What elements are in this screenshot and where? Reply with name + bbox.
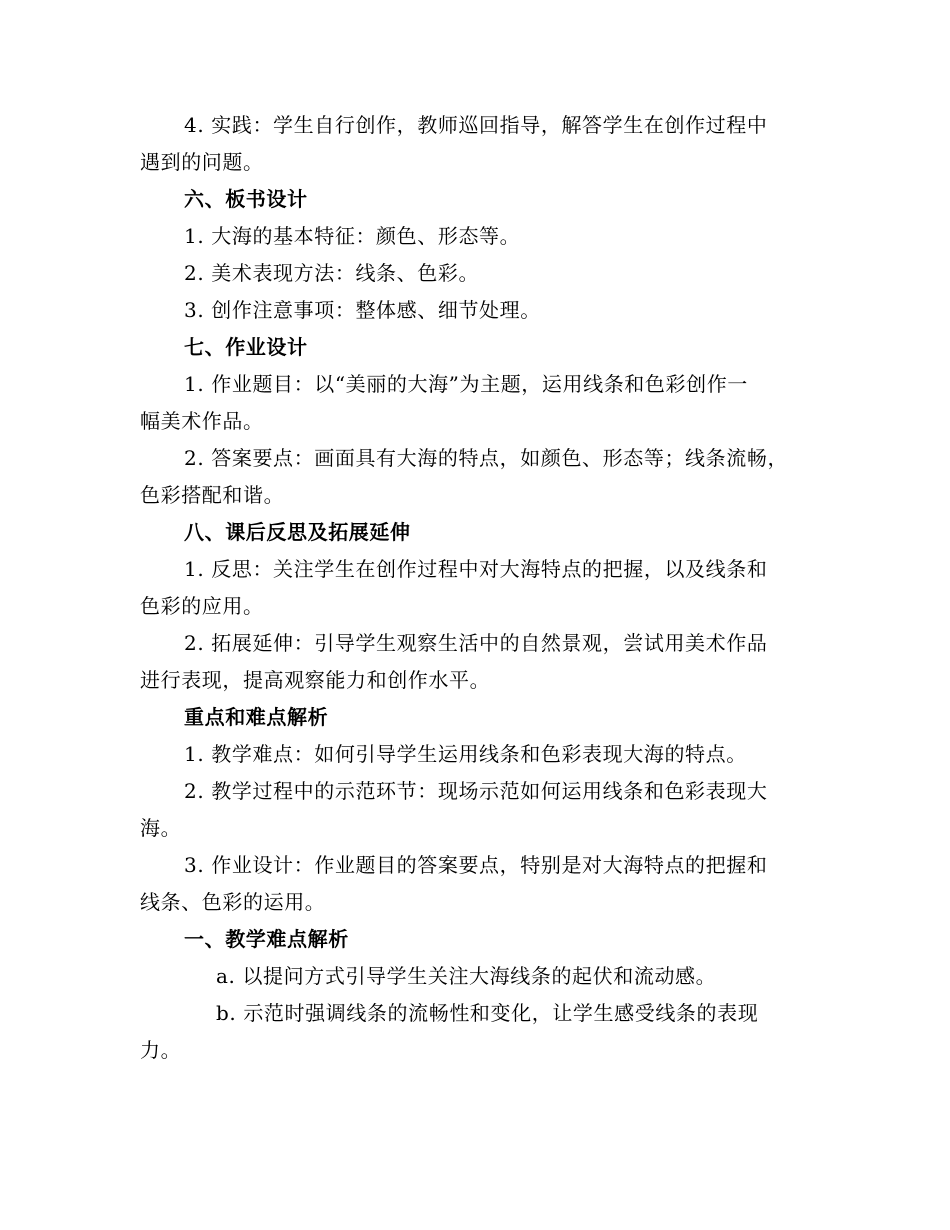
paragraph-line: 力。: [140, 1038, 182, 1062]
paragraph-line: a. 以提问方式引导学生关注大海线条的起伏和流动感。: [216, 964, 717, 988]
paragraph-line: 3. 作业设计：作业题目的答案要点，特别是对大海特点的把握和: [184, 853, 768, 877]
paragraph-line: 色彩的应用。: [140, 594, 264, 618]
paragraph-line: 1. 大海的基本特征：颜色、形态等。: [184, 224, 521, 248]
paragraph-line: 1. 教学难点：如何引导学生运用线条和色彩表现大海的特点。: [184, 742, 747, 766]
section-heading: 八、课后反思及拓展延伸: [184, 520, 411, 544]
section-heading: 重点和难点解析: [184, 705, 329, 729]
section-heading: 七、作业设计: [184, 335, 308, 359]
paragraph-line: 2. 拓展延伸：引导学生观察生活中的自然景观，尝试用美术作品: [184, 631, 768, 655]
paragraph-line: 色彩搭配和谐。: [140, 483, 285, 507]
section-heading: 六、板书设计: [184, 187, 308, 211]
paragraph-line: 2. 答案要点：画面具有大海的特点，如颜色、形态等；线条流畅，: [184, 446, 789, 470]
paragraph-line: 2. 美术表现方法：线条、色彩。: [184, 261, 480, 285]
document-page: [140, 107, 812, 1069]
paragraph-line: 海。: [140, 816, 182, 840]
paragraph-line: 1. 反思：关注学生在创作过程中对大海特点的把握，以及线条和: [184, 557, 768, 581]
section-heading: 一、教学难点解析: [184, 927, 349, 951]
paragraph-line: 3. 创作注意事项：整体感、细节处理。: [184, 298, 541, 322]
paragraph-line: 4. 实践：学生自行创作，教师巡回指导，解答学生在创作过程中: [184, 113, 768, 137]
paragraph-line: 幅美术作品。: [140, 409, 264, 433]
paragraph-line: 2. 教学过程中的示范环节：现场示范如何运用线条和色彩表现大: [184, 779, 768, 803]
paragraph-line: 线条、色彩的运用。: [140, 890, 326, 914]
paragraph-line: 1. 作业题目：以“美丽的大海”为主题，运用线条和色彩创作一: [184, 372, 748, 396]
paragraph-line: 遇到的问题。: [140, 150, 264, 174]
paragraph-line: 进行表现，提高观察能力和创作水平。: [140, 668, 491, 692]
paragraph-line: b. 示范时强调线条的流畅性和变化，让学生感受线条的表现: [216, 1001, 759, 1025]
